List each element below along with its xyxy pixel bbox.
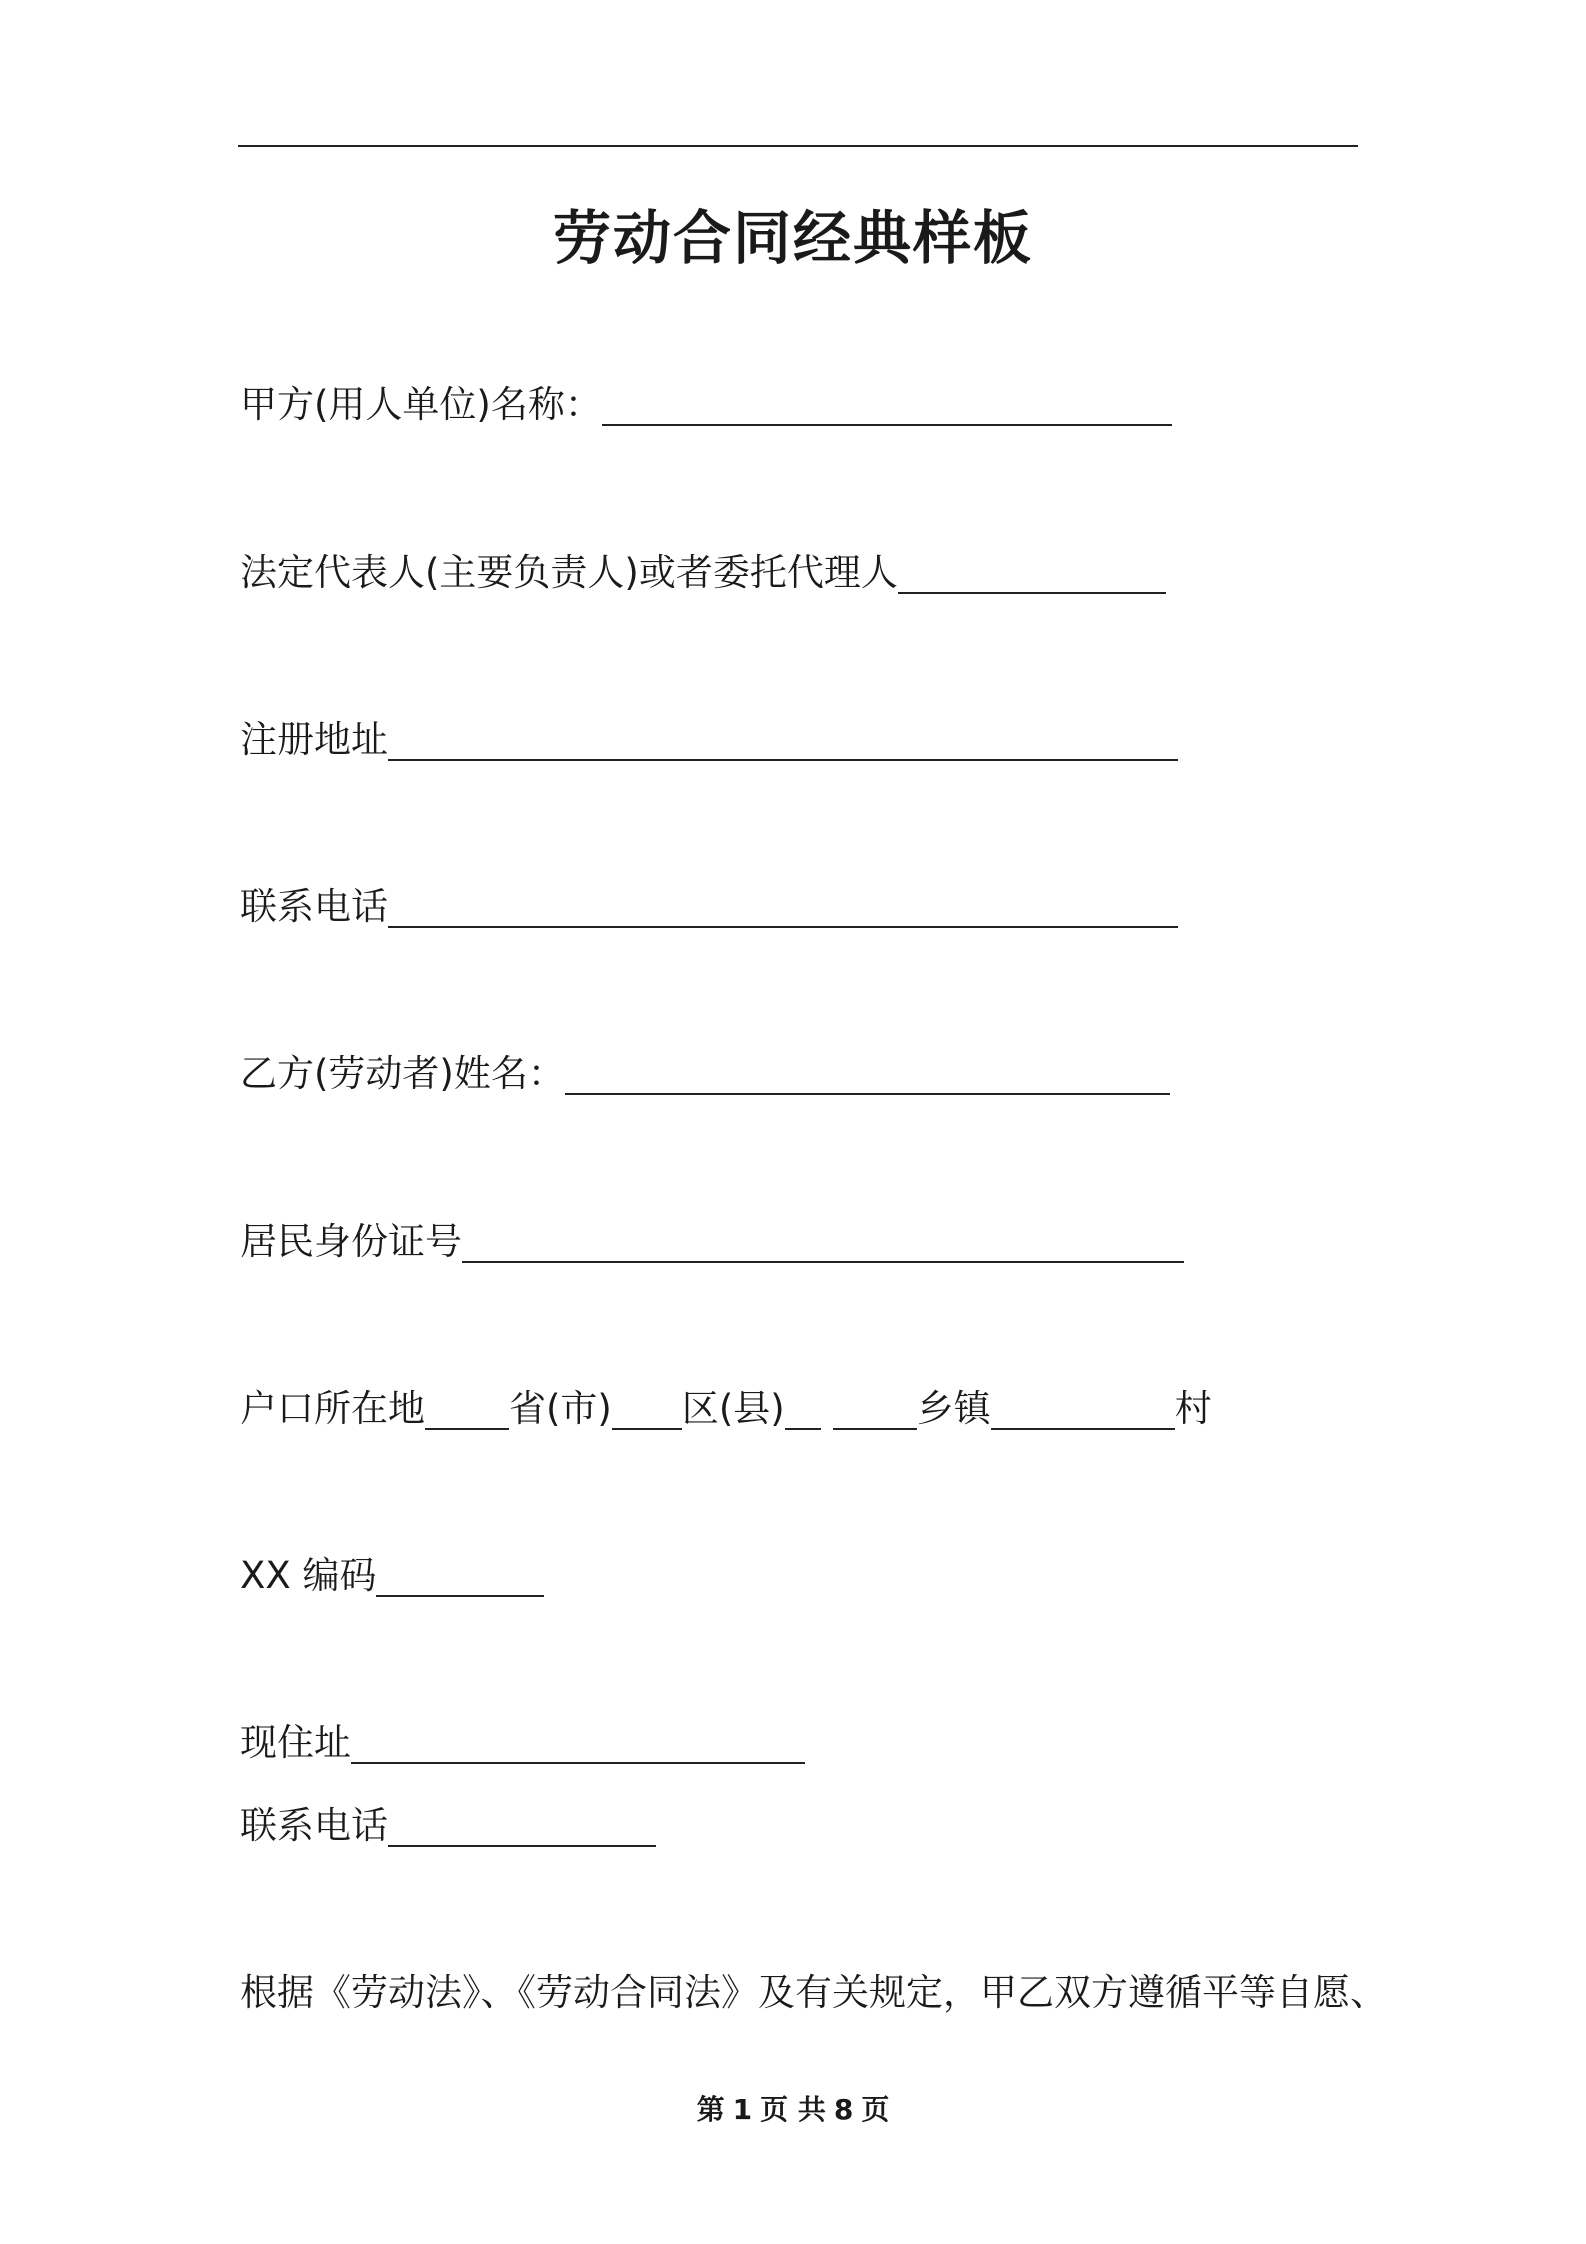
field-phone-b <box>240 1801 656 1851</box>
hukou-district-blank-2[interactable] <box>785 1388 821 1430</box>
field-label: 户口所在地 <box>240 1387 425 1430</box>
hukou-district-blank[interactable] <box>612 1388 682 1430</box>
page-footer <box>0 2090 1586 2130</box>
hukou-township-blank[interactable] <box>833 1388 917 1430</box>
field-postcode <box>240 1551 544 1601</box>
page-label-pre: 第 <box>696 2093 725 2126</box>
field-label: 乙方(劳动者)姓名： <box>240 1052 565 1095</box>
page-label-post: 页 <box>861 2093 890 2126</box>
field-legal-rep <box>240 548 1166 598</box>
document-title: 劳动合同经典样板 <box>552 204 1033 272</box>
field-label: 甲方(用人单位)名称： <box>240 383 602 426</box>
field-label: 注册地址 <box>240 718 388 761</box>
field-party-b-name <box>240 1049 1170 1099</box>
postcode-blank[interactable] <box>376 1555 544 1597</box>
field-label: 区(县) <box>681 1387 785 1430</box>
field-label: 现住址 <box>240 1721 351 1764</box>
id-number-blank[interactable] <box>462 1221 1184 1263</box>
phone-a-blank[interactable] <box>388 886 1178 928</box>
field-label: 乡镇 <box>916 1387 991 1430</box>
reg-address-blank[interactable] <box>388 719 1178 761</box>
body-paragraph: 根据《劳动法》、《劳动合同法》及有关规定，甲乙双方遵循平等自愿、 <box>240 1971 1387 2014</box>
field-party-a-name <box>240 380 1172 430</box>
page-current: 1 <box>732 2093 753 2126</box>
page-label-mid: 页 共 <box>760 2093 826 2126</box>
hukou-village-blank[interactable] <box>991 1388 1175 1430</box>
field-label: 法定代表人(主要负责人)或者委托代理人 <box>240 551 898 594</box>
field-label: 省(市) <box>509 1387 612 1430</box>
field-hukou <box>240 1384 1212 1434</box>
field-current-address <box>240 1718 805 1768</box>
page-total: 8 <box>833 2093 854 2126</box>
field-label: 联系电话 <box>240 885 388 928</box>
hukou-province-blank[interactable] <box>425 1388 509 1430</box>
field-label: 居民身份证号 <box>240 1220 462 1263</box>
party-a-name-blank[interactable] <box>602 384 1172 426</box>
field-label: XX 编码 <box>240 1554 377 1597</box>
current-address-blank[interactable] <box>351 1722 805 1764</box>
field-reg-address <box>240 715 1178 765</box>
header-rule <box>238 145 1358 147</box>
legal-rep-blank[interactable] <box>898 552 1166 594</box>
field-label: 联系电话 <box>240 1804 388 1847</box>
field-id-number <box>240 1217 1184 1267</box>
field-label: 村 <box>1174 1387 1212 1430</box>
party-b-name-blank[interactable] <box>565 1053 1170 1095</box>
phone-b-blank[interactable] <box>388 1805 656 1847</box>
field-phone-a <box>240 882 1178 932</box>
